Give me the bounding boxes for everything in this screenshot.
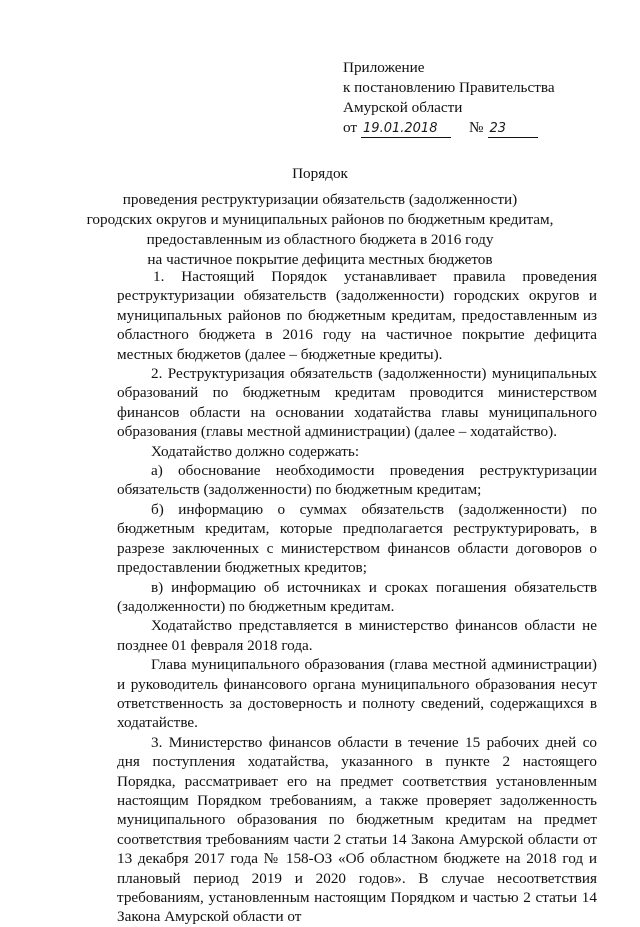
document-title [0, 164, 640, 270]
paragraph-deadline: Ходатайство представляется в министерство финансов области не позднее 01 февраля 2018 года. [117, 617, 597, 654]
paragraph-item-a: а) обоснование необходимости проведения реструктуризации обязательств (задолженности) по бюджетным кредитам; [117, 462, 597, 499]
appendix-date-number-line [343, 118, 555, 138]
number-label: № [469, 119, 484, 136]
appendix-line-3: Амурской области [343, 99, 463, 116]
paragraph-1: 1. Настоящий Порядок устанавливает правила проведения реструктуризации обязательств (задолженности) городских округов и муниципальных районов по бюджетным кредитам, предоставленным из областного бюджета в 2016 году на частичное покрытие дефицита местных бюджетов (далее – бюджетные кредиты). [117, 268, 597, 363]
appendix-line-2: к постановлению Правительства [343, 79, 555, 96]
title-line-2: городских округов и муниципальных районов по бюджетным кредитам, [86, 211, 554, 228]
title-line-3: предоставленным из областного бюджета в 2016 году [146, 231, 494, 248]
paragraph-item-b: б) информацию о суммах обязательств (задолженности) по бюджетным кредитам, которые предполагается реструктурировать, в разрезе заключенных с министерством финансов области договоров о предоставлении бюджетных кредитов; [117, 500, 597, 577]
handwritten-number: 23 [488, 121, 538, 138]
paragraph-3: 3. Министерство финансов области в течение 15 рабочих дней со дня поступления ходатайства, указанного в пункте 2 настоящего Порядка, рассматривает его на предмет соответствия установленным настоящим Порядком требованиям, а также проверяет задолженность муниципального образования по бюджетным кредитам на предмет соответствия требованиям части 2 статьи 14 Закона Амурской области от 13 декабря 2017 года № 158-ОЗ «Об областном бюджете на 2018 год и плановый период 2019 и 2020 годов». В случае несоответствия требованиям, установленным настоящим Порядком и частью 2 статьи 14 Закона Амурской области от [117, 733, 597, 926]
title-line-1: проведения реструктуризации обязательств (задолженности) [122, 191, 518, 208]
title-line-4: на частичное покрытие дефицита местных бюджетов [147, 251, 493, 268]
appendix-block [343, 58, 555, 138]
from-label: от [343, 119, 358, 136]
appendix-line-1: Приложение [343, 59, 425, 76]
paragraph-responsibility: Глава муниципального образования (глава местной администрации) и руководитель финансового органа муниципального образования несут ответственность за достоверность и полноту сведений, содержащихся в ходатайстве. [117, 656, 597, 732]
handwritten-date: 19.01.2018 [361, 121, 451, 138]
paragraph-item-v: в) информацию об источниках и сроках погашения обязательств (задолженности) по бюджетным кредитам. [117, 578, 597, 615]
paragraph-petition-contents: Ходатайство должно содержать: [151, 442, 360, 460]
paragraph-2: 2. Реструктуризация обязательств (задолженности) муниципальных образований по бюджетным кредитам проводится министерством финансов области на основании ходатайства главы муниципального образования (главы местной администрации) (далее – ходатайство). [117, 365, 597, 441]
title-heading: Порядок [292, 165, 348, 182]
document-body [117, 267, 597, 927]
